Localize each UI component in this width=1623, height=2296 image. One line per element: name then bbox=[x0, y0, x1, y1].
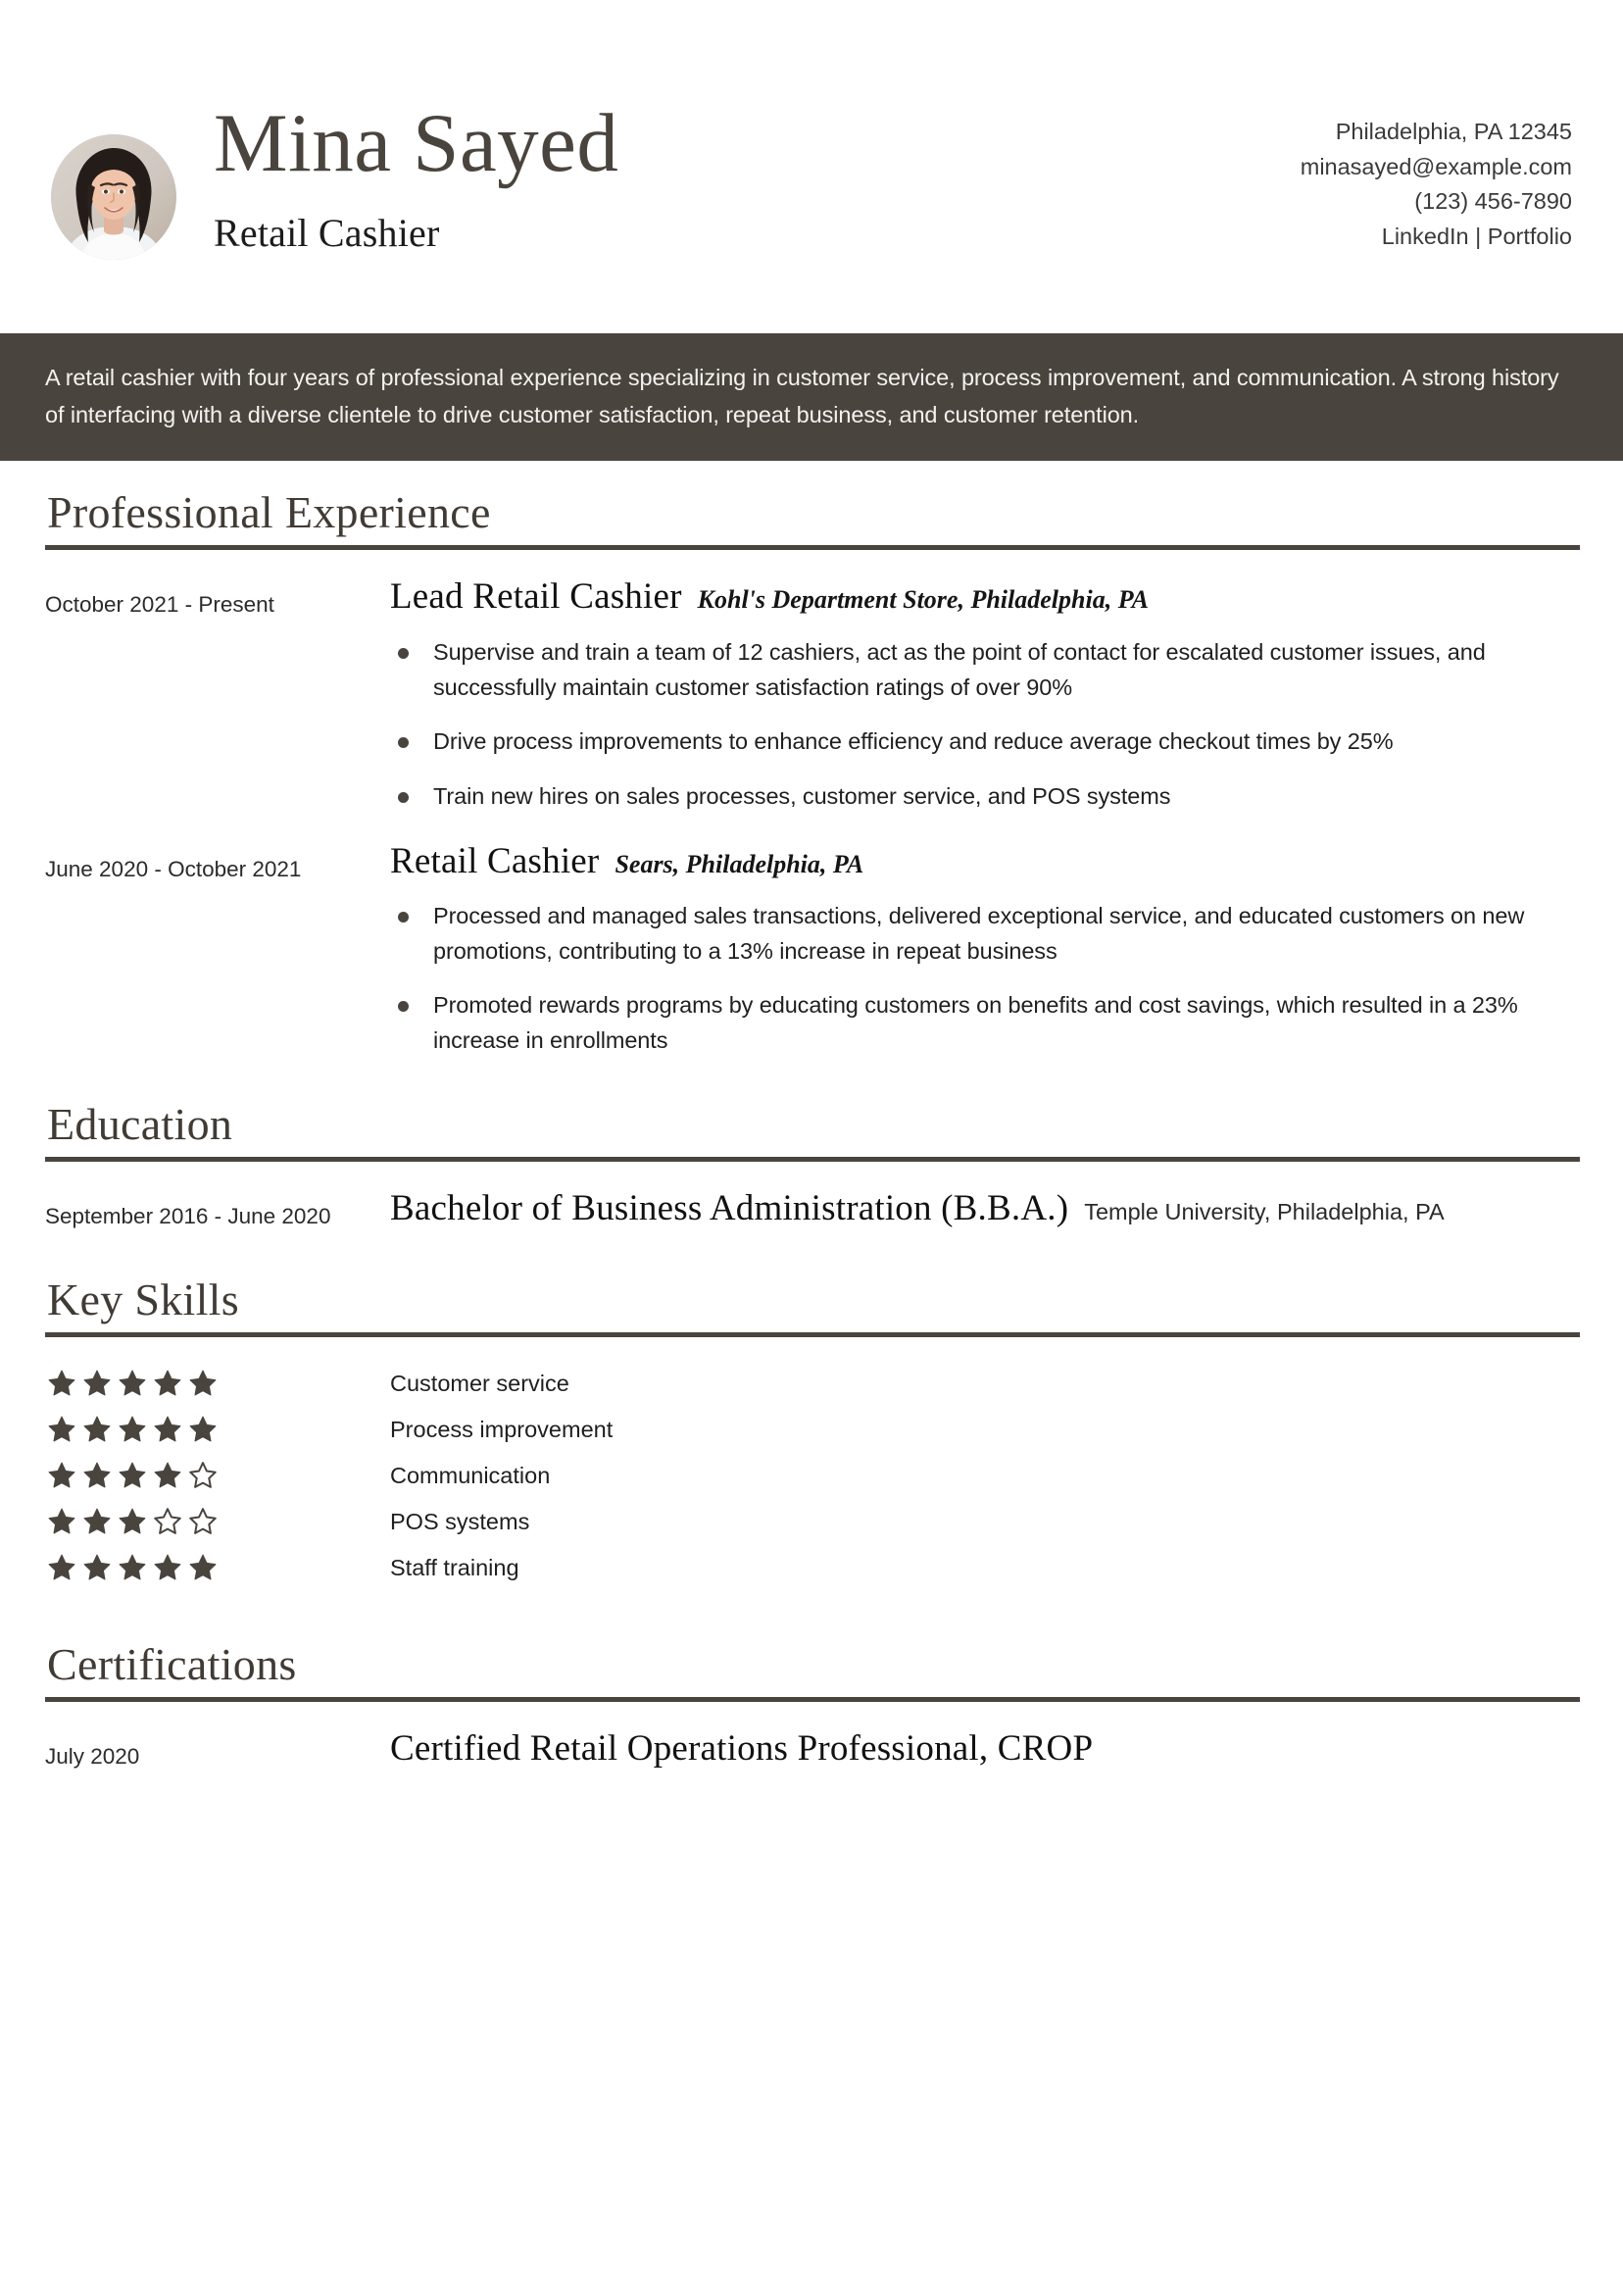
entry-headline bbox=[390, 840, 1580, 883]
entry-headline bbox=[390, 575, 1580, 619]
star-filled-icon bbox=[82, 1369, 112, 1398]
entry-bullets bbox=[390, 635, 1580, 815]
star-filled-icon bbox=[82, 1553, 112, 1582]
list-item: Promoted rewards programs by educating customers on benefits and cost savings, which resulted in a 23% increase in enrollments bbox=[390, 988, 1580, 1058]
star-empty-icon bbox=[153, 1507, 182, 1536]
contact-phone[interactable]: (123) 456-7890 bbox=[1414, 188, 1572, 215]
star-filled-icon bbox=[47, 1369, 76, 1398]
section-title-experience: Professional Experience bbox=[47, 487, 491, 538]
section-title-education: Education bbox=[47, 1098, 233, 1149]
entry-main bbox=[390, 575, 1580, 814]
skill-row bbox=[45, 1499, 1580, 1545]
list-item: Supervise and train a team of 12 cashiers, act as the point of contact for escalated customer issues, and successfully maintain customer satisfaction ratings of over 90% bbox=[390, 635, 1580, 705]
entry-bullets bbox=[390, 899, 1580, 1059]
star-filled-icon bbox=[47, 1507, 76, 1536]
star-filled-icon bbox=[82, 1415, 112, 1444]
skill-label: Process improvement bbox=[390, 1417, 614, 1443]
star-filled-icon bbox=[47, 1461, 76, 1490]
star-empty-icon bbox=[188, 1461, 218, 1490]
skill-label: Communication bbox=[390, 1463, 551, 1489]
list-item: Drive process improvements to enhance efficiency and reduce average checkout times by 25% bbox=[390, 724, 1580, 760]
contact-email[interactable]: minasayed@example.com bbox=[1300, 153, 1572, 179]
page-title: Mina Sayed bbox=[214, 97, 619, 189]
contact-block bbox=[1301, 93, 1580, 255]
section-title-skills: Key Skills bbox=[47, 1273, 239, 1324]
skill-label: Staff training bbox=[390, 1555, 519, 1581]
skill-label: POS systems bbox=[390, 1509, 530, 1535]
skill-row bbox=[45, 1545, 1580, 1591]
star-filled-icon bbox=[118, 1507, 147, 1536]
skills-list bbox=[45, 1337, 1580, 1591]
entry-main bbox=[390, 840, 1580, 1059]
section-certifications bbox=[45, 1638, 1580, 1772]
section-skills bbox=[45, 1273, 1580, 1591]
experience-entry bbox=[45, 550, 1580, 814]
experience-entry bbox=[45, 815, 1580, 1059]
skill-row bbox=[45, 1453, 1580, 1499]
skill-rating-stars bbox=[45, 1415, 390, 1444]
entry-dates: September 2016 - June 2020 bbox=[45, 1204, 331, 1229]
profile-photo-icon bbox=[51, 134, 176, 260]
star-filled-icon bbox=[118, 1461, 147, 1490]
entry-headline bbox=[390, 1727, 1580, 1771]
entry-main bbox=[390, 1187, 1580, 1230]
section-education bbox=[45, 1098, 1580, 1232]
star-filled-icon bbox=[47, 1553, 76, 1582]
skill-rating-stars bbox=[45, 1461, 390, 1490]
list-item: Train new hires on sales processes, customer service, and POS systems bbox=[390, 779, 1580, 815]
certification-name: Certified Retail Operations Professional, CROP bbox=[390, 1728, 1094, 1770]
star-filled-icon bbox=[118, 1369, 147, 1398]
entry-company: Sears, Philadelphia, PA bbox=[615, 849, 864, 878]
star-filled-icon bbox=[47, 1415, 76, 1444]
entry-company: Kohl's Department Store, Philadelphia, PA bbox=[697, 585, 1149, 615]
summary-banner bbox=[0, 333, 1623, 461]
star-filled-icon bbox=[153, 1461, 182, 1490]
skill-row bbox=[45, 1407, 1580, 1453]
entry-role: Lead Retail Cashier bbox=[390, 576, 682, 618]
star-filled-icon bbox=[82, 1461, 112, 1490]
section-experience bbox=[45, 486, 1580, 1059]
skill-rating-stars bbox=[45, 1369, 390, 1398]
skill-row bbox=[45, 1361, 1580, 1407]
degree-name: Bachelor of Business Administration (B.B.A.) bbox=[390, 1188, 1069, 1229]
list-item: Processed and managed sales transactions, delivered exceptional service, and educated customers on new promotions, contributing to a 13% increase in repeat business bbox=[390, 899, 1580, 969]
star-filled-icon bbox=[82, 1507, 112, 1536]
school-name: Temple University, Philadelphia, PA bbox=[1084, 1199, 1445, 1225]
star-filled-icon bbox=[188, 1369, 218, 1398]
contact-location: Philadelphia, PA 12345 bbox=[1335, 119, 1572, 144]
entry-dates: June 2020 - October 2021 bbox=[45, 856, 302, 881]
job-title: Retail Cashier bbox=[214, 211, 440, 256]
resume-header bbox=[0, 0, 1623, 333]
entry-dates: July 2020 bbox=[45, 1744, 140, 1770]
entry-role: Retail Cashier bbox=[390, 840, 600, 881]
star-empty-icon bbox=[188, 1507, 218, 1536]
skill-rating-stars bbox=[45, 1553, 390, 1582]
entry-main bbox=[390, 1727, 1580, 1771]
star-filled-icon bbox=[188, 1415, 218, 1444]
skill-rating-stars bbox=[45, 1507, 390, 1536]
avatar bbox=[51, 134, 176, 260]
star-filled-icon bbox=[153, 1415, 182, 1444]
skill-label: Customer service bbox=[390, 1371, 569, 1397]
star-filled-icon bbox=[188, 1553, 218, 1582]
entry-dates: October 2021 - Present bbox=[45, 592, 274, 618]
education-entry bbox=[45, 1162, 1580, 1232]
identity-block bbox=[176, 93, 1301, 257]
star-filled-icon bbox=[118, 1415, 147, 1444]
section-title-certifications: Certifications bbox=[47, 1638, 297, 1689]
star-filled-icon bbox=[153, 1369, 182, 1398]
entry-headline bbox=[390, 1187, 1580, 1230]
contact-links[interactable]: LinkedIn | Portfolio bbox=[1381, 224, 1572, 250]
star-filled-icon bbox=[118, 1553, 147, 1582]
certification-entry bbox=[45, 1702, 1580, 1772]
star-filled-icon bbox=[153, 1553, 182, 1582]
summary-text: A retail cashier with four years of professional experience specializing in customer service, process improvement, and communication. A strong history of interfacing with a diverse clientele to drive customer satisfaction, repeat business, and customer retention. bbox=[45, 365, 1559, 428]
